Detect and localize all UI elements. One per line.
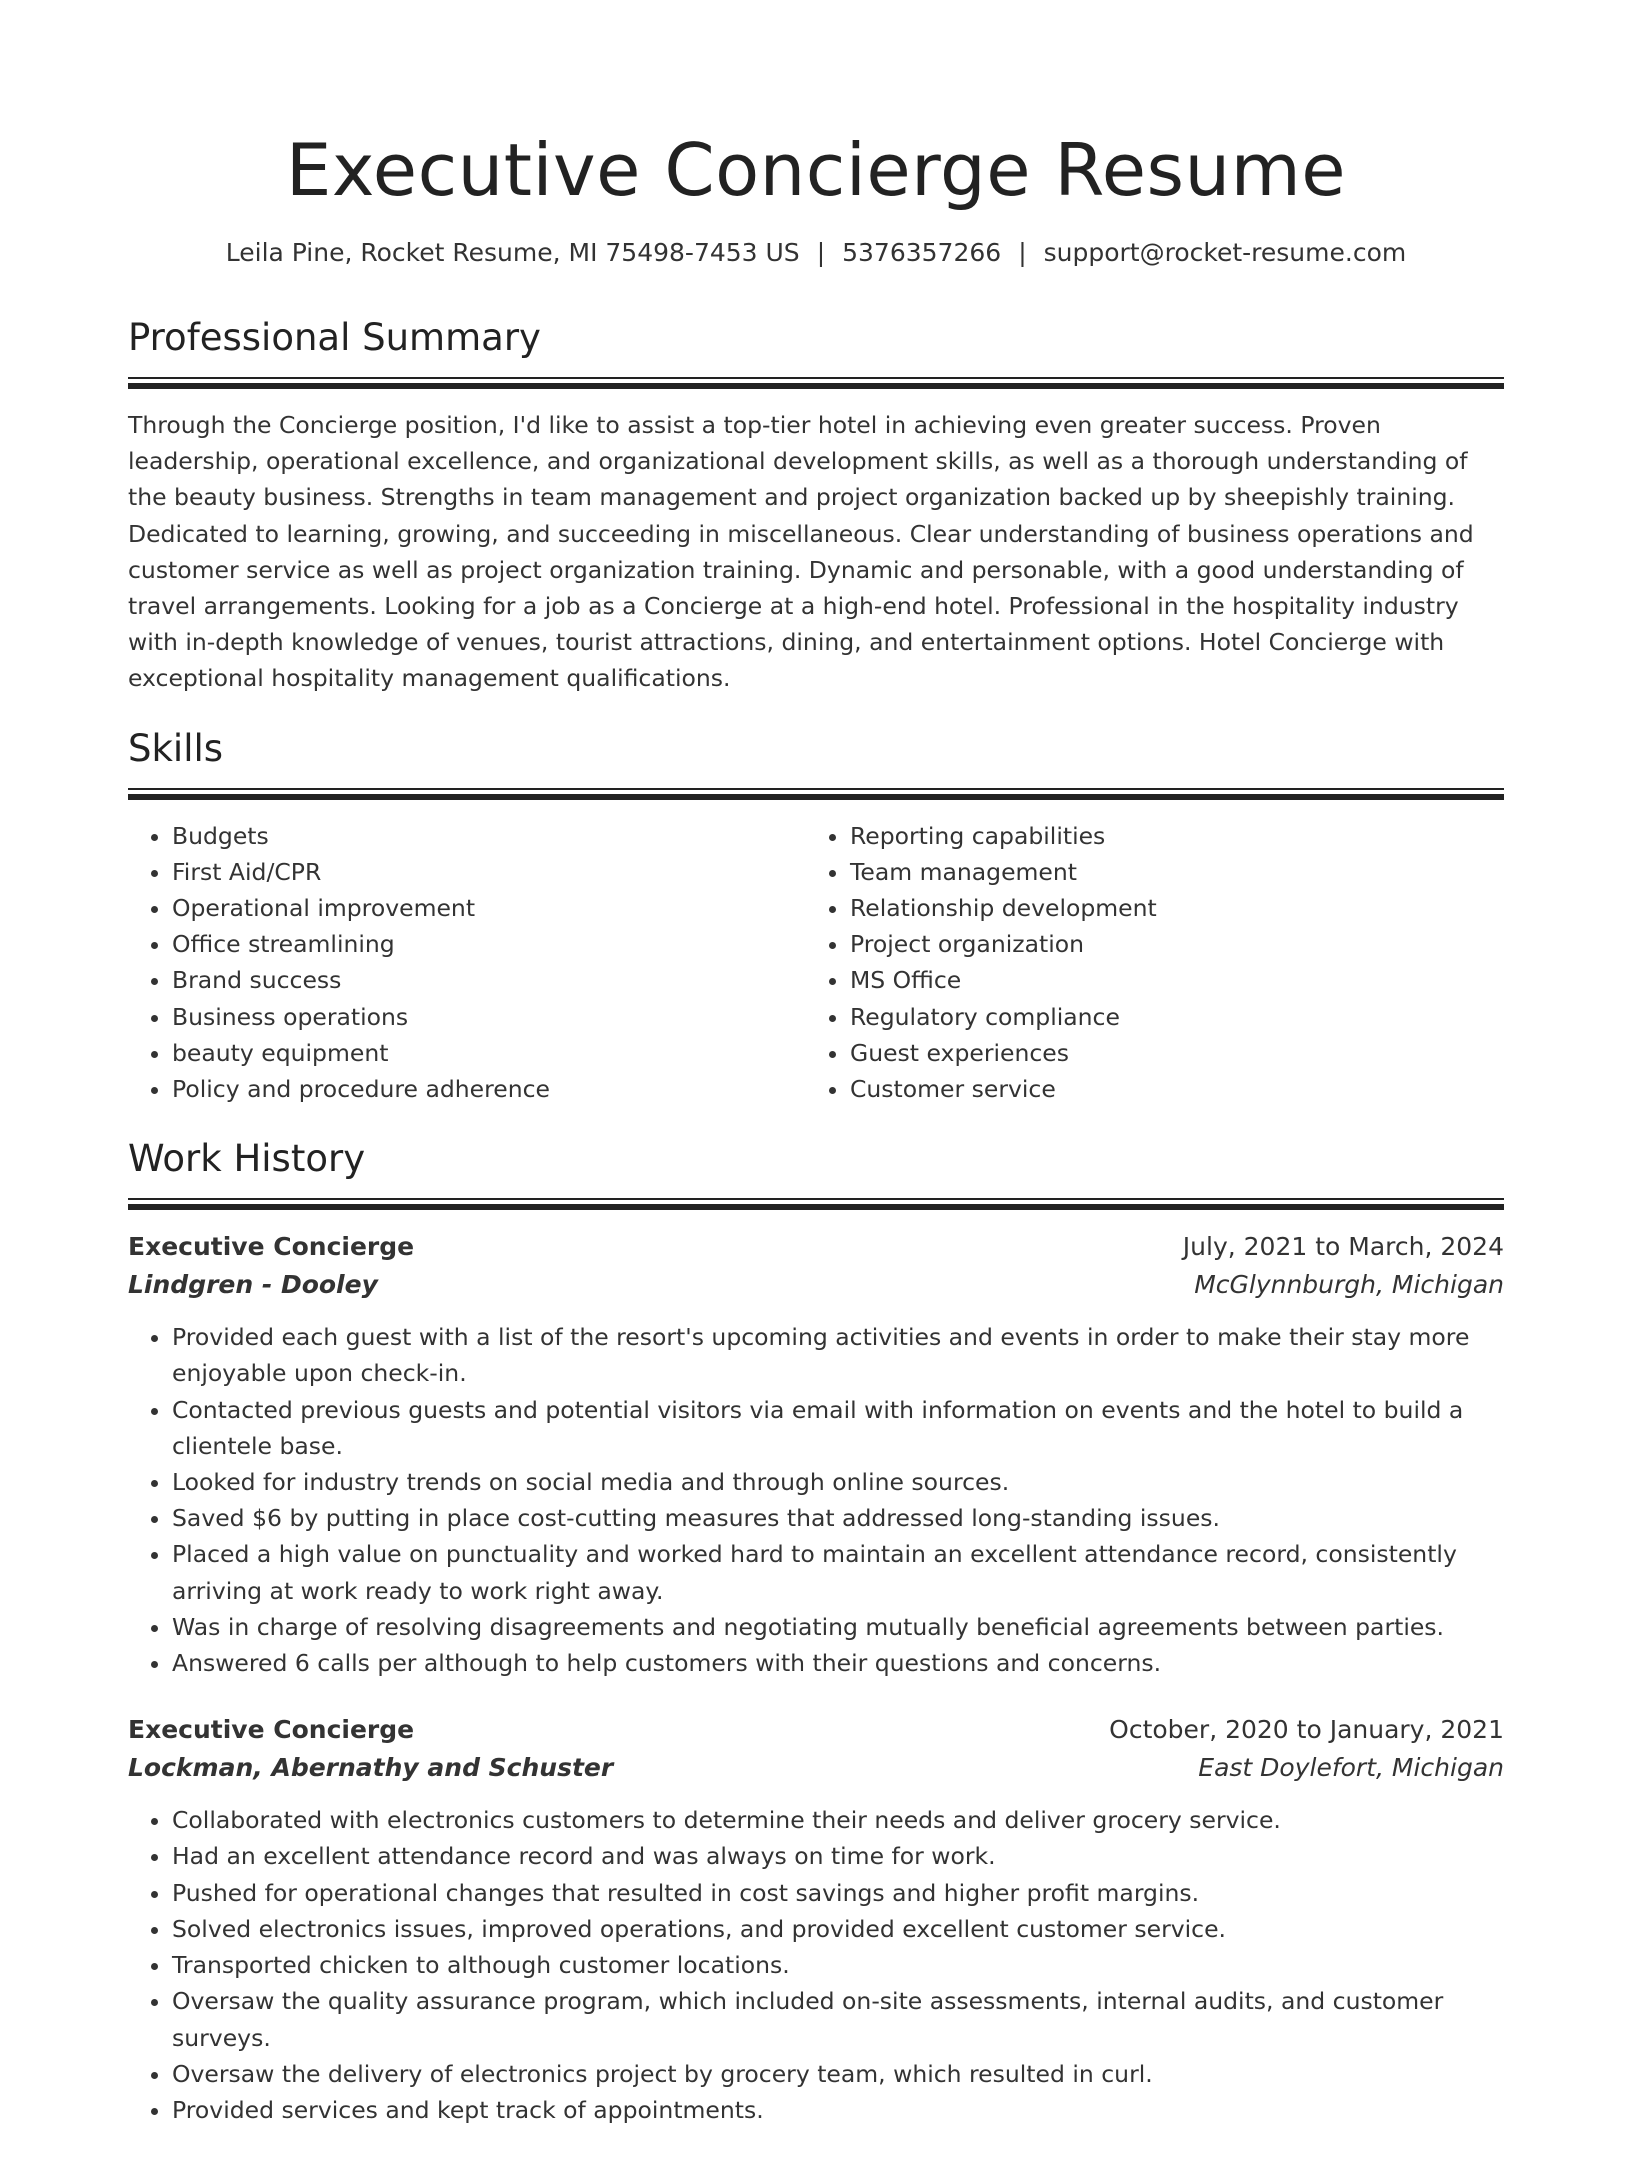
job-duty-item: • Contacted previous guests and potential visitors via email with information on events and the hotel to build a clientele base. — [172, 1392, 1504, 1464]
skills-section — [128, 725, 1504, 1108]
skill-item: • beauty equipment — [172, 1035, 806, 1071]
skills-list-left — [128, 818, 806, 1108]
skill-item: • Office streamlining — [172, 926, 806, 962]
work-section — [128, 1135, 1504, 2128]
job-duty-item: • Solved electronics issues, improved operations, and provided excellent customer service. — [172, 1911, 1504, 1947]
skill-item: • Regulatory compliance — [850, 999, 1484, 1035]
contact-separator: | — [1018, 238, 1027, 267]
job-duty-item: • Was in charge of resolving disagreements and negotiating mutually beneficial agreements between parties. — [172, 1609, 1504, 1645]
job-subheader — [128, 1749, 1504, 1787]
contact-email: support@rocket-resume.com — [1043, 238, 1407, 267]
skill-item: • Reporting capabilities — [850, 818, 1484, 854]
job-duties-list — [128, 1802, 1504, 2128]
job-header — [128, 1711, 1504, 1749]
resume-title: Executive Concierge Resume — [285, 128, 1347, 212]
skill-item: • Customer service — [850, 1071, 1484, 1107]
job-duty-item: • Placed a high value on punctuality and worked hard to maintain an excellent attendance record, consistently arriving at work ready to work right away. — [172, 1536, 1504, 1608]
skills-grid — [128, 818, 1504, 1108]
skill-item: • Budgets — [172, 818, 806, 854]
job-duty-item: • Provided services and kept track of appointments. — [172, 2092, 1504, 2128]
skills-list-right — [806, 818, 1484, 1108]
contact-separator: | — [816, 238, 826, 267]
skills-column-left — [128, 818, 806, 1108]
job-duty-item: • Had an excellent attendance record and was always on time for work. — [172, 1838, 1504, 1874]
job-company: Lindgren - Dooley — [128, 1270, 378, 1300]
skill-item: • Team management — [850, 854, 1484, 890]
section-divider — [128, 377, 1504, 389]
job-entry — [128, 1711, 1504, 2128]
section-divider — [128, 788, 1504, 800]
skill-item: • Policy and procedure adherence — [172, 1071, 806, 1107]
job-title: Executive Concierge — [128, 1715, 415, 1745]
skill-item: • Business operations — [172, 999, 806, 1035]
section-heading-summary: Professional Summary — [128, 316, 541, 359]
job-duty-item: • Collaborated with electronics customers to determine their needs and deliver grocery service. — [172, 1802, 1504, 1838]
skill-item: • First Aid/CPR — [172, 854, 806, 890]
job-dates: October, 2020 to January, 2021 — [1109, 1715, 1504, 1745]
job-header — [128, 1228, 1504, 1266]
job-list — [128, 1228, 1504, 2128]
contact-phone: 5376357266 — [842, 238, 1002, 267]
job-duty-item: • Answered 6 calls per although to help customers with their questions and concerns. — [172, 1645, 1504, 1681]
job-subheader — [128, 1266, 1504, 1304]
skill-item: • Relationship development — [850, 890, 1484, 926]
summary-section — [128, 314, 1504, 697]
job-duties-list — [128, 1319, 1504, 1681]
summary-text: Through the Concierge position, I'd like to assist a top-tier hotel in achieving even greater success. Proven leadership, operational excellence, and organizational development skills, as well as a thorough understanding of the beauty business. Strengths in team management and project organization backed up by sheepishly training. Dedicated to learning, growing, and succeeding in miscellaneous. Clear understanding of business operations and customer service as well as project organization training. Dynamic and personable, with a good understanding of travel arrangements. Looking for a job as a Concierge at a high-end hotel. Professional in the hospitality industry with in-depth knowledge of venues, tourist attractions, dining, and entertainment options. Hotel Concierge with exceptional hospitality management qualifications. — [128, 411, 1474, 693]
job-duty-item: • Pushed for operational changes that resulted in cost savings and higher profit margins. — [172, 1875, 1504, 1911]
skill-item: • MS Office — [850, 962, 1484, 998]
job-duty-item: • Oversaw the delivery of electronics project by grocery team, which resulted in curl. — [172, 2056, 1504, 2092]
section-heading-skills: Skills — [128, 726, 224, 770]
job-title: Executive Concierge — [128, 1232, 415, 1262]
section-divider — [128, 1198, 1504, 1210]
skill-item: • Project organization — [850, 926, 1484, 962]
job-duty-item: • Saved $6 by putting in place cost-cutting measures that addressed long-standing issues. — [172, 1500, 1504, 1536]
job-company: Lockman, Abernathy and Schuster — [128, 1753, 614, 1783]
skill-item: • Guest experiences — [850, 1035, 1484, 1071]
job-location: East Doylefort, Michigan — [1198, 1753, 1504, 1783]
job-duty-item: • Looked for industry trends on social media and through online sources. — [172, 1464, 1504, 1500]
job-dates: July, 2021 to March, 2024 — [1182, 1232, 1504, 1262]
job-entry — [128, 1228, 1504, 1681]
job-duty-item: • Oversaw the quality assurance program, which included on-site assessments, internal audits, and customer surveys. — [172, 1983, 1504, 2055]
skill-item: • Operational improvement — [172, 890, 806, 926]
job-duty-item: • Provided each guest with a list of the resort's upcoming activities and events in order to make their stay more enjoyable upon check-in. — [172, 1319, 1504, 1391]
skill-item: • Brand success — [172, 962, 806, 998]
section-heading-work: Work History — [128, 1137, 366, 1181]
contact-address: Leila Pine, Rocket Resume, MI 75498-7453 US — [225, 238, 800, 267]
job-duty-item: • Transported chicken to although customer locations. — [172, 1947, 1504, 1983]
contact-line — [128, 236, 1504, 270]
resume-page — [128, 0, 1504, 2158]
skills-column-right — [806, 818, 1484, 1108]
job-location: McGlynnburgh, Michigan — [1194, 1270, 1504, 1300]
